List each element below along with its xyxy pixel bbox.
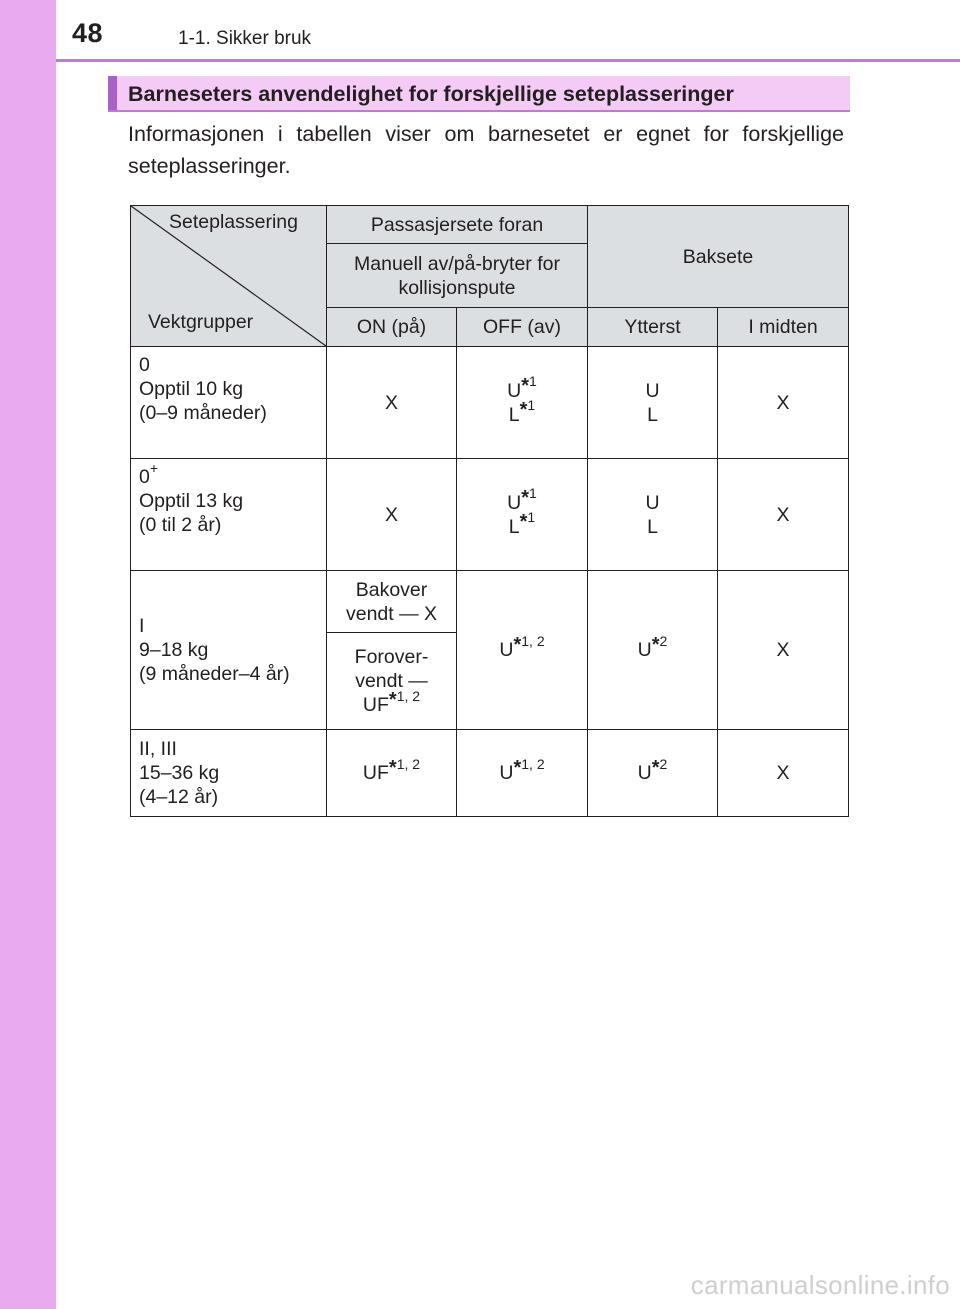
asterisk-icon: * (388, 757, 397, 779)
table-row (131, 459, 849, 571)
cell-value: U (507, 379, 522, 402)
asterisk-icon: * (513, 634, 522, 656)
cell-off (457, 730, 588, 817)
group-weight: 9–18 kg (139, 639, 209, 661)
footnote-ref: 1, 2 (396, 687, 421, 704)
cell-outer (588, 571, 718, 730)
cell-middle: X (718, 571, 849, 730)
corner-label-seat-position: Seteplassering (169, 211, 298, 233)
footnote-ref: 1, 2 (521, 632, 545, 649)
header-off: OFF (av) (457, 308, 588, 347)
group-weight: Opptil 10 kg (139, 378, 244, 400)
group-age: (9 måneder–4 år) (139, 663, 290, 685)
header-outer: Ytterst (588, 308, 718, 347)
cell-middle: X (718, 347, 849, 459)
group-age: (0–9 måneder) (139, 402, 267, 424)
header-front-seat: Passasjersete foran (327, 206, 588, 244)
cell-value: L (647, 403, 658, 426)
cell-outer (588, 347, 718, 459)
group-age: (4–12 år) (139, 786, 219, 808)
cell-value: U (645, 491, 660, 514)
footnote-ref: 1 (527, 397, 536, 413)
header-middle: I midten (718, 308, 849, 347)
group-label: 0 (139, 466, 150, 488)
cell-value: L (508, 403, 520, 426)
section-heading (108, 76, 850, 112)
group-weight: 15–36 kg (139, 762, 220, 784)
group-age: (0 til 2 år) (139, 514, 222, 536)
cell-value: U (507, 491, 522, 514)
group-weight: Opptil 13 kg (139, 490, 244, 512)
footnote-ref: 1, 2 (521, 755, 545, 772)
footnote-ref: 1, 2 (396, 755, 421, 772)
heading-accent-bar (108, 76, 117, 110)
cell-forward-facing (327, 633, 457, 730)
corner-label-weight-groups: Vektgrupper (148, 311, 254, 333)
cell-value: UF (362, 694, 389, 716)
cell-value: U (499, 639, 514, 661)
cell-outer (588, 459, 718, 571)
cell-outer (588, 730, 718, 817)
weight-group-cell (131, 730, 327, 817)
header-divider (56, 59, 960, 62)
section-title: 1-1. Sikker bruk (178, 28, 312, 49)
header-rear-seat: Baksete (588, 206, 849, 308)
forward-facing-label: Forover-vendt — (354, 646, 429, 692)
footnote-ref: 2 (659, 755, 668, 772)
footnote-ref: 2 (659, 632, 668, 649)
group-label: I (139, 615, 145, 637)
cell-value: L (508, 515, 520, 538)
table-row (131, 347, 849, 459)
cell-value: U (499, 762, 514, 784)
cell-off (457, 571, 588, 730)
group-label: II, III (139, 738, 177, 760)
heading-text: Barneseters anvendelighet for forskjellige seteplasseringer (128, 82, 734, 106)
cell-on: X (327, 459, 457, 571)
side-tab-bar (0, 0, 56, 1309)
asterisk-icon: * (651, 757, 660, 779)
cell-value: U (637, 762, 652, 784)
table-corner-cell (131, 206, 327, 347)
table-row (131, 571, 849, 633)
asterisk-icon: * (513, 757, 522, 779)
asterisk-icon: * (521, 374, 530, 397)
asterisk-icon: * (388, 689, 397, 711)
table-row (131, 730, 849, 817)
header-on: ON (på) (327, 308, 457, 347)
footnote-ref: 1 (527, 509, 536, 525)
cell-value: UF (362, 762, 389, 784)
cell-value: L (647, 515, 658, 538)
cell-rear-facing: Bakover vendt — X (327, 571, 457, 633)
cell-value: U (645, 379, 660, 402)
asterisk-icon: * (519, 510, 528, 533)
cell-on (327, 730, 457, 817)
weight-group-cell (131, 347, 327, 459)
cell-on: X (327, 347, 457, 459)
asterisk-icon: * (519, 398, 528, 421)
cell-middle: X (718, 730, 849, 817)
asterisk-icon: * (521, 486, 530, 509)
weight-group-cell (131, 459, 327, 571)
group-label: 0 (139, 354, 150, 376)
watermark: carmanualsonline.info (690, 1270, 950, 1300)
cell-middle: X (718, 459, 849, 571)
page-number: 48 (72, 18, 104, 48)
cell-value: U (637, 639, 652, 661)
cell-off (457, 347, 588, 459)
footnote-ref: 1 (529, 373, 537, 389)
asterisk-icon: * (651, 634, 660, 656)
cell-off (457, 459, 588, 571)
group-sup: + (149, 459, 159, 476)
footnote-ref: 1 (529, 485, 537, 501)
weight-group-cell (131, 571, 327, 730)
header-airbag-switch: Manuell av/på-bryter for kollisjonspute (327, 244, 588, 308)
intro-paragraph: Informasjonen i tabellen viser om barnesetet er egnet for forskjellige seteplasseringer. (128, 122, 844, 178)
child-seat-suitability-table (130, 205, 849, 817)
